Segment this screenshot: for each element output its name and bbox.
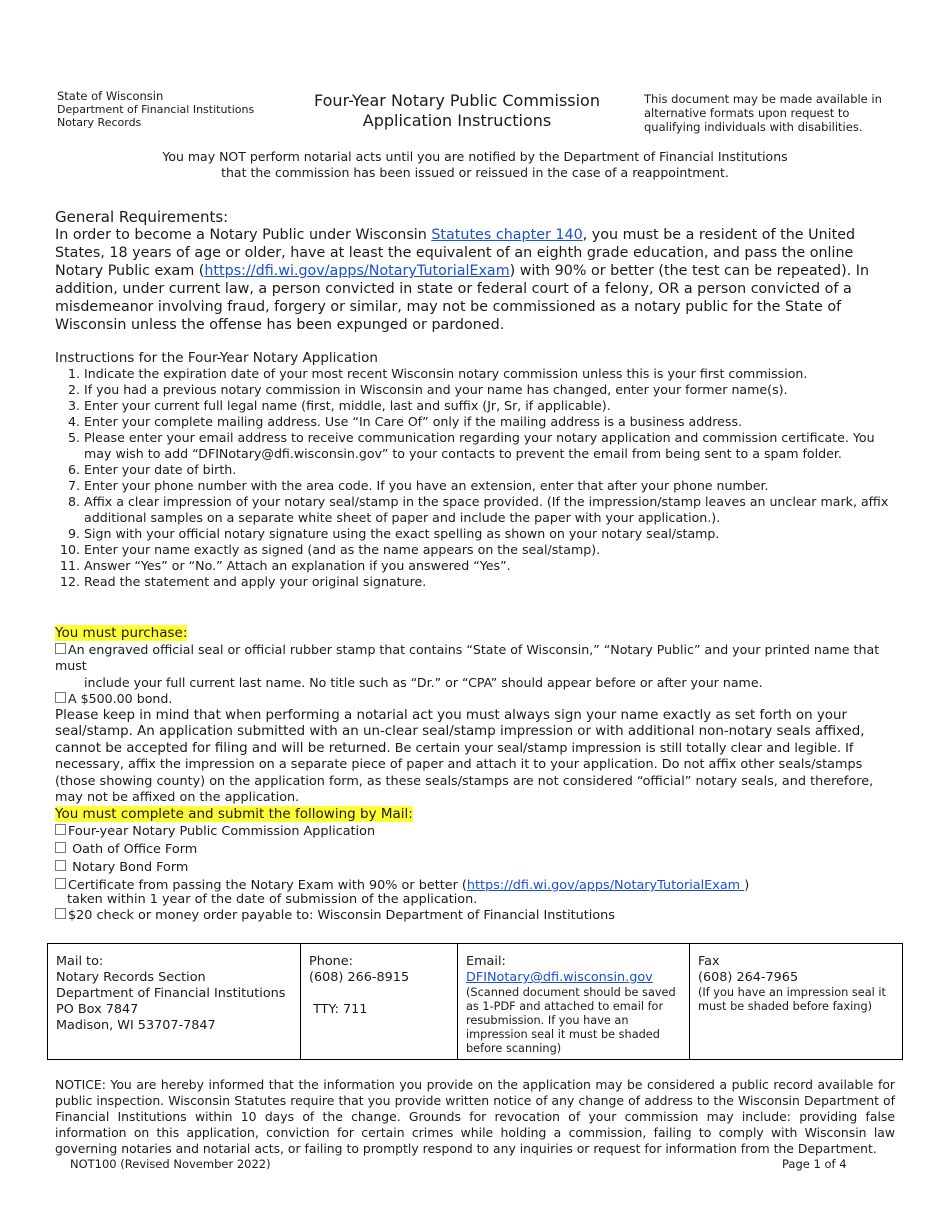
general-text — [55, 226, 895, 334]
email-label: Email: — [466, 954, 506, 969]
seal-line-1: An engraved official seal or official rubber stamp that contains “State of Wisconsin,” “Notary Public” and your printed name that must — [55, 641, 880, 673]
mail-line: PO Box 7847 — [56, 1002, 139, 1017]
seal-guidance-b: Be certain your seal/stamp impression is still totally clear and legible. If necessary, affix the impression on a separate piece of paper and attach it to your application. Do not affix other seals/stamps (those showing county) on the application form, as these seals/stamps are not considered “official” notary seals, and therefore, may not be affixed on the application. — [55, 740, 874, 805]
tty-number: TTY: 711 — [309, 1002, 368, 1017]
checklist-text-line2: taken within 1 year of the date of submission of the application. — [67, 892, 478, 907]
warning-line-1: You may NOT perform notarial acts until you are notified by the Department of Financial Institutions — [162, 149, 788, 164]
phone-label: Phone: — [309, 954, 353, 969]
list-item: 5. Please enter your email address to receive communication regarding your notary application and commission certificate. You may wish to add “DFINotary@dfi.wisconsin.gov” to your contacts to prevent the email from being sent to a spam folder. — [84, 430, 905, 462]
fax-number: (608) 264-7965 — [698, 970, 799, 985]
seal-guidance — [55, 708, 895, 807]
checkbox-icon — [55, 908, 66, 919]
purchase-section — [55, 625, 895, 807]
form-id: NOT100 (Revised November 2022) — [70, 1157, 271, 1171]
agency-block — [57, 90, 254, 129]
fax-label: Fax — [698, 954, 720, 969]
checkbox-icon — [55, 643, 66, 654]
general-text-a: In order to become a Notary Public under Wisconsin — [55, 227, 432, 243]
list-item: 8. Affix a clear impression of your notary seal/stamp in the space provided. (If the impression/stamp leaves an unclear mark, affix additional samples on a separate white sheet of paper and include the paper with your application.). — [84, 494, 905, 526]
mail-checklist — [55, 805, 895, 925]
instructions-list — [55, 366, 905, 590]
list-item: 11. Answer “Yes” or “No.” Attach an explanation if you answered “Yes”. — [84, 558, 905, 574]
checkbox-icon — [55, 842, 66, 853]
state-name: State of Wisconsin — [57, 89, 164, 103]
checklist-item — [55, 907, 895, 925]
email-note: (Scanned document should be saved as 1-PDF and attached to email for resubmission. If you have an impression seal it must be shaded before scanning) — [466, 986, 676, 1055]
mail-cell — [48, 944, 301, 1060]
fax-cell — [690, 944, 903, 1060]
checkbox-icon — [55, 878, 66, 889]
application-instructions — [55, 350, 905, 590]
checklist-text: Notary Bond Form — [68, 860, 189, 875]
phone-number: (608) 266-8915 — [309, 970, 410, 985]
seal-guidance-a: Please keep in mind that when performing a notarial act you must always sign your name exactly as set forth on your seal/stamp. An application submitted with an un-clear seal/stamp impression or with additional non-notary seals affixed, cannot be accepted for filing and will be returned. — [55, 707, 865, 756]
checkbox-icon — [55, 860, 66, 871]
public-record-notice: NOTICE: You are hereby informed that the information you provide on the application may be considered a public record available for public inspection. Wisconsin Statutes require that you provide written notice of any change of address to the Wisconsin Department of Financial Institutions within 10 days of the change. Grounds for revocation of your commission may include: providing false information on this application, conviction for certain crimes while holding a commission, failing to comply with Wisconsin law governing notaries and notarial acts, or failing to promptly respond to any inquiries or request for information from the Department. — [55, 1077, 895, 1156]
division-name: Notary Records — [57, 116, 142, 129]
checklist-text-close: ) — [744, 878, 750, 893]
mail-line: Madison, WI 53707-7847 — [56, 1018, 216, 1033]
checklist-text: Oath of Office Form — [68, 842, 198, 857]
checklist-item — [55, 823, 895, 841]
general-text-b: , you must be a resident of the United States, 18 years of age or older, have at least the equivalent of an eighth grade education, and pass the online Notary Public exam ( — [55, 227, 856, 279]
list-item: 4. Enter your complete mailing address. Use “In Care Of” only if the mailing address is a business address. — [84, 414, 905, 430]
title-line-1: Four-Year Notary Public Commission — [314, 91, 600, 110]
general-requirements — [55, 208, 895, 334]
notarial-warning — [120, 149, 830, 181]
mail-line: Department of Financial Institutions — [56, 986, 286, 1001]
bond-text: A $500.00 bond. — [68, 691, 173, 706]
list-item: 2. If you had a previous notary commission in Wisconsin and your name has changed, enter your former name(s). — [84, 382, 905, 398]
checklist-text: $20 check or money order payable to: Wisconsin Department of Financial Institutions — [68, 908, 615, 923]
warning-line-2: that the commission has been issued or reissued in the case of a reappointment. — [221, 165, 729, 180]
purchase-heading: You must purchase: — [55, 625, 188, 641]
list-item: 7. Enter your phone number with the area code. If you have an extension, enter that after your phone number. — [84, 478, 905, 494]
mail-line: Notary Records Section — [56, 970, 206, 985]
checkbox-icon — [55, 692, 66, 703]
list-item: 12. Read the statement and apply your original signature. — [84, 574, 905, 590]
fax-note: (If you have an impression seal it must be shaded before faxing) — [698, 986, 886, 1013]
page-number: Page 1 of 4 — [782, 1157, 847, 1171]
checklist-text: Certificate from passing the Notary Exam with 90% or better ( — [68, 878, 467, 893]
exam-link[interactable]: https://dfi.wi.gov/apps/NotaryTutorialExam — [204, 263, 510, 279]
checklist-item — [55, 859, 895, 877]
general-heading: General Requirements: — [55, 208, 229, 226]
list-item: 1. Indicate the expiration date of your most recent Wisconsin notary commission unless this is your first commission. — [84, 366, 905, 382]
purchase-item-bond — [55, 691, 895, 708]
email-cell — [458, 944, 690, 1060]
statutes-link[interactable]: Statutes chapter 140 — [431, 227, 583, 243]
page-title — [290, 91, 624, 131]
list-item: 6. Enter your date of birth. — [84, 462, 905, 478]
checklist-text: Four-year Notary Public Commission Application — [68, 824, 376, 839]
instructions-heading: Instructions for the Four-Year Notary Application — [55, 350, 378, 366]
department-name: Department of Financial Institutions — [57, 103, 255, 116]
list-item: 3. Enter your current full legal name (first, middle, last and suffix (Jr, Sr, if applicable). — [84, 398, 905, 414]
seal-line-2: include your full current last name. No title such as “Dr.” or “CPA” should appear before or after your name. — [84, 674, 763, 690]
mail-heading: You must complete and submit the following by Mail: — [55, 806, 413, 822]
email-link[interactable]: DFINotary@dfi.wisconsin.gov — [466, 970, 653, 985]
exam-link-2[interactable]: https://dfi.wi.gov/apps/NotaryTutorialExam — [466, 878, 745, 893]
accessibility-note: This document may be made available in alternative formats upon request to qualifying individuals with disabilities. — [644, 92, 882, 134]
list-item: 9. Sign with your official notary signature using the exact spelling as shown on your notary seal/stamp. — [84, 526, 905, 542]
phone-cell — [301, 944, 458, 1060]
general-text-c: ) with 90% or better (the test can be repeated). In addition, under current law, a person convicted in state or federal court of a felony, OR a person convicted of a misdemeanor involving fraud, forgery or similar, may not be commissioned as a notary public for the State of Wisconsin unless the offense has been expunged or pardoned. — [55, 263, 870, 333]
title-line-2: Application Instructions — [362, 111, 552, 130]
list-item: 10. Enter your name exactly as signed (and as the name appears on the seal/stamp). — [84, 542, 905, 558]
checkbox-icon — [55, 824, 66, 835]
checklist-item — [55, 841, 895, 859]
mail-label: Mail to: — [56, 954, 104, 969]
contact-table — [47, 943, 903, 1060]
purchase-item-seal — [55, 642, 895, 675]
